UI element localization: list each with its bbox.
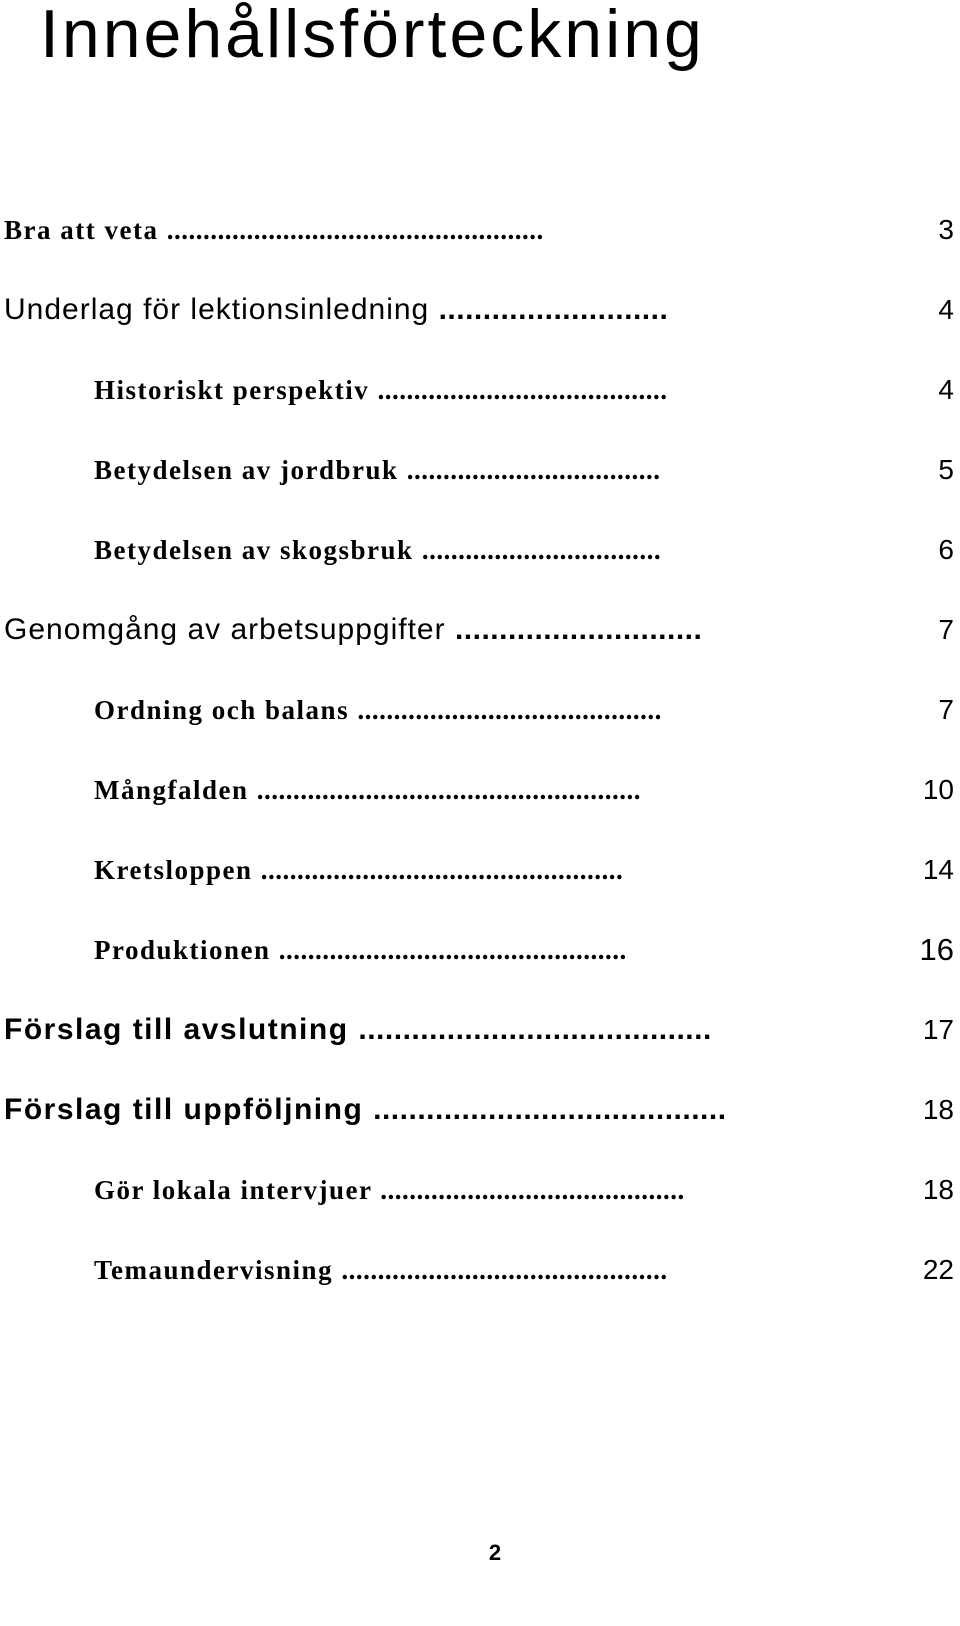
toc-label: Produktionen ................................................ (94, 935, 627, 965)
toc-entry-mangfalden[interactable] (94, 770, 960, 810)
toc-entry-bra-att-veta[interactable] (4, 210, 960, 250)
toc-entry-kretsloppen[interactable] (94, 850, 960, 890)
toc-page-number: 22 (922, 1254, 954, 1285)
dot-leader: ................................... (406, 455, 661, 485)
toc-page-number: 3 (938, 214, 954, 245)
toc-label: Betydelsen av skogsbruk ................................. (94, 535, 662, 565)
dot-leader: .......................................... (357, 695, 662, 725)
toc-page-number: 6 (938, 534, 954, 565)
page-number: 2 (488, 1540, 502, 1565)
toc-page-number: 18 (922, 1094, 954, 1125)
dot-leader: ................................................ (278, 935, 627, 965)
toc-page-number: 7 (938, 614, 954, 645)
toc-page-number: 7 (938, 694, 954, 725)
toc-label: Temaundervisning ............................................. (94, 1255, 668, 1285)
dot-leader: ............................ (454, 613, 703, 646)
dot-leader: ........................................ (358, 1013, 712, 1046)
toc-label: Underlag för lektionsinledning .......................... (4, 293, 669, 326)
toc-label: Genomgång av arbetsuppgifter ............................ (4, 613, 703, 646)
dot-leader: ........................................ (377, 375, 668, 405)
toc-entry-lokala-intervjuer[interactable] (94, 1170, 960, 1210)
toc-page-number: 5 (938, 454, 954, 485)
toc-label: Mångfalden ..................................................... (94, 775, 642, 805)
toc-entry-produktionen[interactable] (94, 930, 960, 970)
toc-page-number: 14 (922, 854, 954, 885)
toc-page-number: 16 (919, 932, 954, 967)
toc-page-number: 17 (922, 1014, 954, 1045)
dot-leader: .......................... (438, 293, 669, 326)
toc-label: Betydelsen av jordbruk ................................... (94, 455, 661, 485)
toc-page-number: 10 (922, 774, 954, 805)
toc-entry-genomgang[interactable] (4, 610, 960, 650)
dot-leader: ........................................ (373, 1093, 727, 1126)
toc-page-number: 4 (938, 294, 954, 325)
toc-entry-temaundervisning[interactable] (94, 1250, 960, 1290)
dot-leader: ..................................................... (256, 775, 642, 805)
toc-entry-betydelsen-jordbruk[interactable] (94, 450, 960, 490)
toc-label: Kretsloppen .................................................. (94, 855, 624, 885)
toc-entry-underlag[interactable] (4, 290, 960, 330)
toc-entry-betydelsen-skogsbruk[interactable] (94, 530, 960, 570)
toc-page-number: 4 (938, 374, 954, 405)
dot-leader: ............................................. (341, 1255, 668, 1285)
dot-leader: .......................................... (380, 1175, 685, 1205)
toc-label: Historiskt perspektiv ........................................ (94, 375, 668, 405)
page-title: Innehållsförteckning (40, 0, 705, 72)
dot-leader: ................................. (421, 535, 662, 565)
toc-entry-ordning-och-balans[interactable] (94, 690, 960, 730)
toc-entry-forslag-avslutning[interactable] (4, 1010, 960, 1050)
toc-entry-forslag-uppfoljning[interactable] (4, 1090, 960, 1130)
toc-label: Förslag till uppföljning ........................................ (4, 1093, 727, 1126)
toc-entry-historiskt-perspektiv[interactable] (94, 370, 960, 410)
toc-label: Förslag till avslutning ........................................ (4, 1013, 712, 1046)
toc-label: Ordning och balans .......................................... (94, 695, 662, 725)
dot-leader: .................................................. (260, 855, 624, 885)
toc-page-number: 18 (922, 1174, 954, 1205)
dot-leader: .................................................... (166, 215, 544, 245)
toc-label: Gör lokala intervjuer .......................................... (94, 1175, 685, 1205)
toc-label: Bra att veta .................................................... (4, 215, 544, 245)
